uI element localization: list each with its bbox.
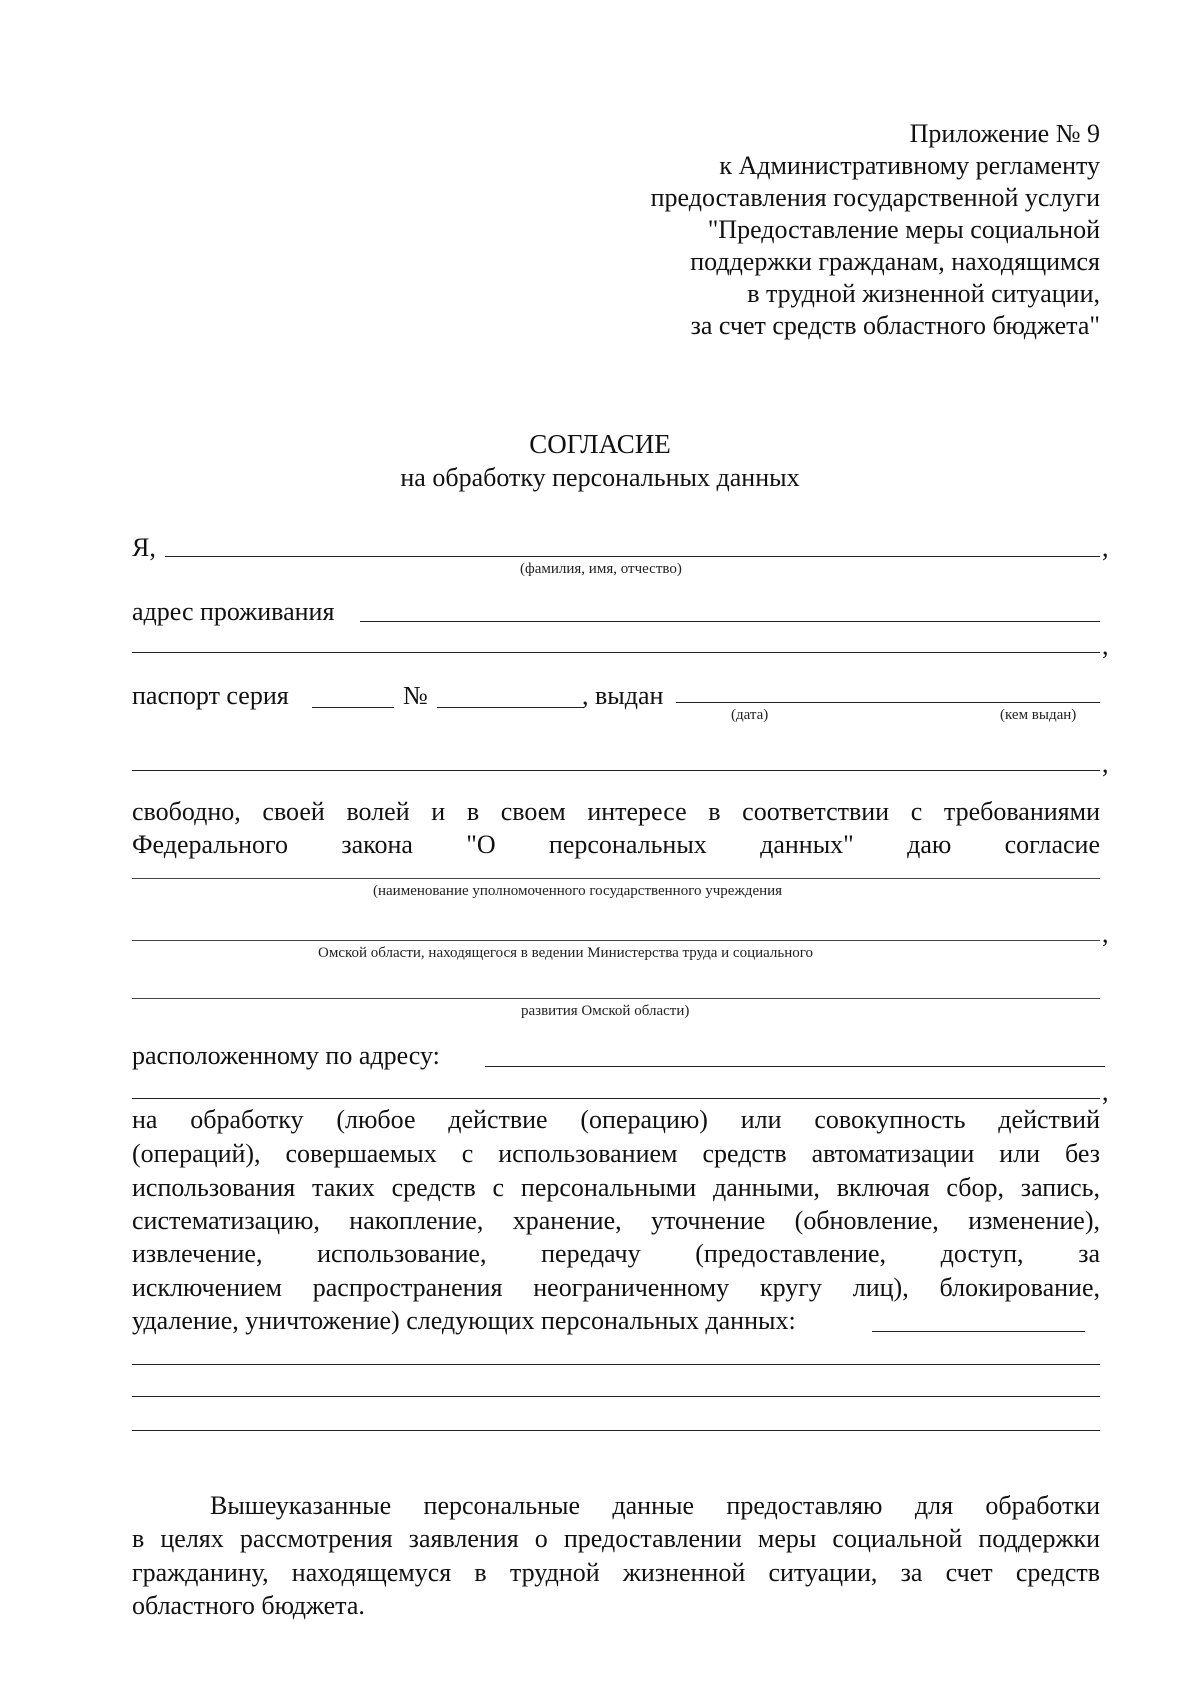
passport-number-label: № — [403, 681, 428, 710]
header-line: в трудной жизненной ситуации, — [747, 279, 1100, 308]
processing-line: на обработку (любое действие (операцию) или совокупность действий — [132, 1105, 1100, 1134]
institution-address-field-continued[interactable] — [132, 1098, 1100, 1099]
processing-line: удаление, уничтожение) следующих персональных данных: — [132, 1306, 796, 1335]
located-label: расположенному по адресу: — [132, 1041, 440, 1070]
processing-line: исключением распространения неограниченному кругу лиц), блокирование, — [132, 1273, 1100, 1302]
comma: , — [1102, 919, 1109, 948]
passport-label: паспорт серия — [132, 681, 289, 710]
header-line: к Административному регламенту — [719, 151, 1100, 180]
institution-caption: Омской области, находящегося в ведении Министерства труда и социального — [318, 945, 814, 961]
header-line: предоставления государственной услуги — [650, 183, 1100, 212]
issuer-caption: (кем выдан) — [1000, 707, 1077, 723]
date-caption: (дата) — [731, 707, 769, 723]
comma: , — [1102, 533, 1109, 562]
ya-label: Я, — [132, 533, 156, 562]
comma: , — [1102, 631, 1109, 660]
address-label: адрес проживания — [132, 597, 335, 626]
institution-field[interactable] — [132, 998, 1100, 999]
passport-number-field[interactable] — [437, 707, 584, 708]
closing-line: в целях рассмотрения заявления о предоставлении меры социальной поддержки — [132, 1524, 1100, 1553]
document-title: СОГЛАСИЕ — [529, 429, 671, 459]
institution-field[interactable] — [132, 940, 1100, 941]
comma: , — [1102, 749, 1109, 778]
institution-caption: (наименование уполномоченного государственного учреждения — [373, 883, 783, 899]
header-line: поддержки гражданам, находящимся — [690, 247, 1100, 276]
comma: , — [1102, 1077, 1109, 1106]
consent-line: Федерального закона "О персональных данных" даю согласие — [132, 830, 1100, 859]
fio-field[interactable] — [165, 556, 1100, 557]
personal-data-line[interactable] — [132, 1396, 1100, 1397]
processing-line: (операций), совершаемых с использованием средств автоматизации или без — [132, 1139, 1100, 1168]
institution-field[interactable] — [132, 878, 1100, 879]
issued-field-continued[interactable] — [132, 770, 1100, 771]
institution-caption: развития Омской области) — [521, 1003, 690, 1019]
document-subtitle: на обработку персональных данных — [400, 463, 800, 492]
personal-data-line[interactable] — [132, 1364, 1100, 1365]
processing-line: использования таких средств с персональными данными, включая сбор, запись, — [132, 1173, 1100, 1202]
appendix-header — [540, 118, 1100, 342]
consent-line: свободно, своей волей и в своем интересе в соответствии с требованиями — [132, 797, 1100, 826]
header-line: за счет средств областного бюджета" — [690, 311, 1100, 340]
passport-series-field[interactable] — [312, 707, 394, 708]
header-line: Приложение № 9 — [909, 119, 1100, 148]
address-field-continued[interactable] — [132, 652, 1100, 653]
processing-line: систематизацию, накопление, хранение, уточнение (обновление, изменение), — [132, 1206, 1100, 1235]
issued-field[interactable] — [676, 702, 1100, 703]
closing-line: Вышеуказанные персональные данные предоставляю для обработки — [210, 1491, 1100, 1520]
header-line: "Предоставление меры социальной — [707, 215, 1100, 244]
issued-label: , выдан — [582, 681, 664, 710]
processing-line: извлечение, использование, передачу (предоставление, доступ, за — [132, 1239, 1100, 1268]
personal-data-field[interactable] — [872, 1331, 1085, 1332]
personal-data-line[interactable] — [132, 1430, 1100, 1431]
fio-caption: (фамилия, имя, отчество) — [520, 561, 682, 577]
closing-line: областного бюджета. — [132, 1591, 365, 1620]
closing-line: гражданину, находящемуся в трудной жизненной ситуации, за счет средств — [132, 1558, 1100, 1587]
address-field[interactable] — [360, 621, 1100, 622]
institution-address-field[interactable] — [485, 1066, 1105, 1067]
